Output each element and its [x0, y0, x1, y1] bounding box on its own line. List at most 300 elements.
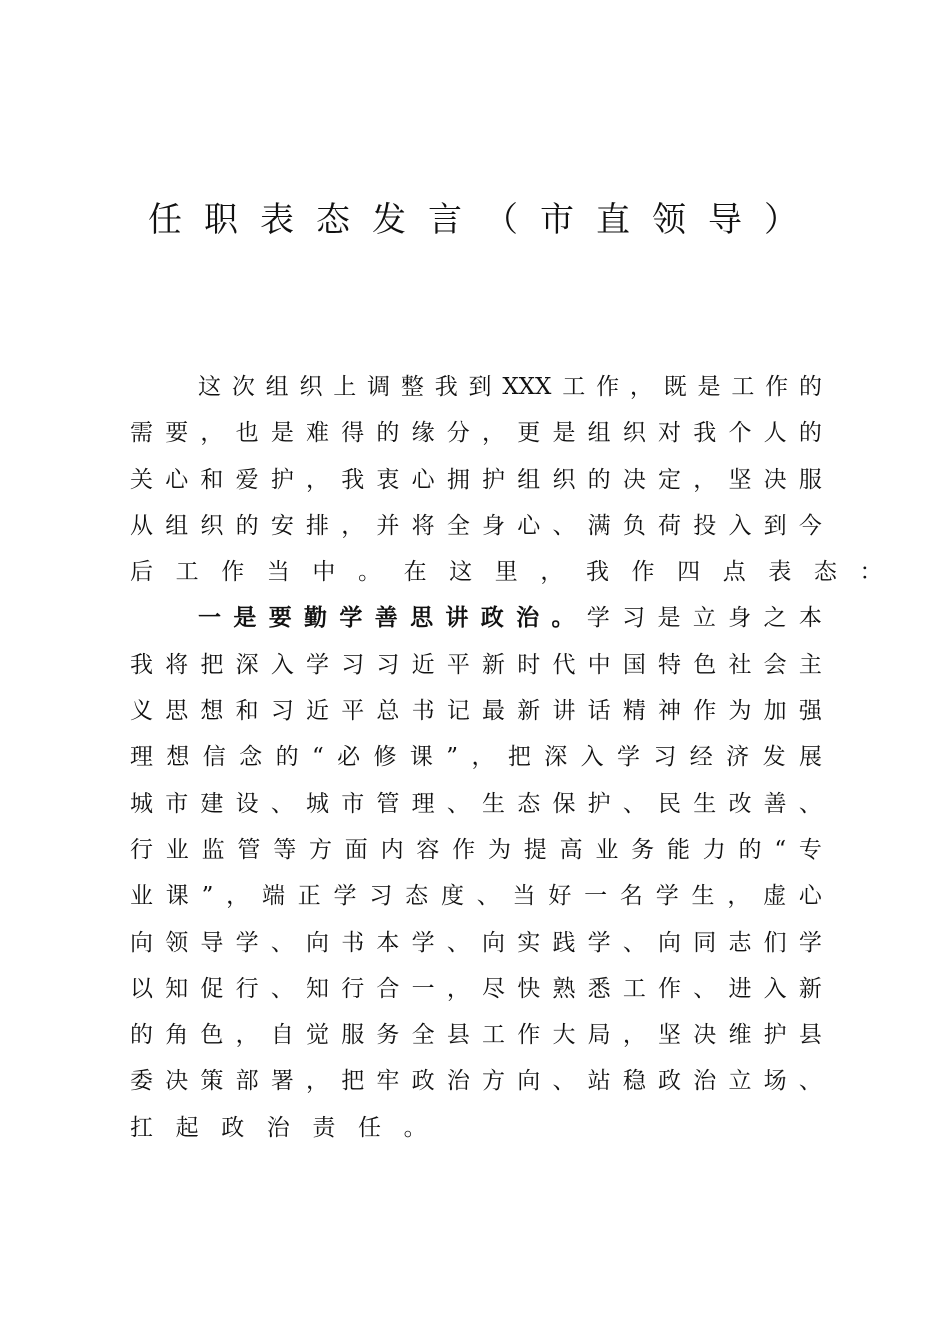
- text-glyph: 虚: [763, 883, 787, 910]
- text-glyph: 局: [587, 1022, 611, 1049]
- text-glyph: ，: [446, 975, 470, 1002]
- text-glyph: 护: [763, 1022, 787, 1049]
- text-glyph: 、: [798, 1068, 822, 1095]
- text-glyph: 济: [726, 744, 750, 771]
- text-glyph: 市: [341, 790, 365, 817]
- text-glyph: 将: [411, 512, 435, 539]
- text-glyph: 内: [380, 836, 404, 863]
- text-glyph: 管: [376, 790, 400, 817]
- text-glyph: 习: [622, 605, 646, 632]
- text-glyph: 立: [728, 1068, 752, 1095]
- text-glyph: 维: [728, 1022, 752, 1049]
- text-line: [130, 873, 822, 919]
- text-glyph: 织: [200, 512, 224, 539]
- text-glyph: 织: [552, 466, 576, 493]
- text-glyph: 身: [482, 512, 506, 539]
- text-glyph: 尽: [482, 975, 506, 1002]
- text-glyph: 能: [666, 836, 690, 863]
- bold-glyph: 要: [268, 605, 292, 632]
- text-glyph: 向: [517, 1068, 541, 1095]
- text-glyph: 从: [130, 512, 153, 539]
- text-line: [130, 827, 822, 873]
- text-glyph: 委: [130, 1068, 153, 1095]
- text-glyph: ，: [306, 1068, 330, 1095]
- text-glyph: 精: [622, 698, 646, 725]
- text-glyph: 、: [622, 929, 646, 956]
- text-glyph: 这: [198, 374, 221, 400]
- text-glyph: 荷: [658, 512, 682, 539]
- text-glyph: 熟: [552, 975, 576, 1002]
- text-glyph: ，: [226, 883, 250, 910]
- text-glyph: 决: [165, 1068, 189, 1095]
- bold-glyph: 善: [374, 605, 398, 632]
- text-glyph: 习: [369, 883, 393, 910]
- text-glyph: 社: [728, 651, 752, 678]
- text-line: [130, 364, 822, 410]
- text-glyph: 讲: [552, 698, 576, 725]
- text-line: [130, 595, 822, 641]
- text-glyph: 心: [411, 466, 435, 493]
- text-line: [130, 503, 822, 549]
- text-glyph: 本: [376, 929, 400, 956]
- text-glyph: 会: [763, 651, 787, 678]
- text-glyph: 城: [306, 790, 330, 817]
- text-glyph: 工: [562, 374, 586, 400]
- text-glyph: 的: [275, 744, 299, 771]
- text-glyph: 立: [692, 605, 716, 632]
- text-glyph: 作: [221, 559, 245, 586]
- text-line: [130, 688, 822, 734]
- text-glyph: 提: [523, 836, 547, 863]
- text-glyph: 服: [798, 466, 822, 493]
- text-glyph: 点: [722, 559, 746, 586]
- text-glyph: 后: [130, 559, 153, 586]
- text-glyph: 个: [728, 420, 752, 447]
- text-glyph: 入: [763, 975, 787, 1002]
- text-glyph: 们: [763, 929, 787, 956]
- text-glyph: 是: [697, 374, 721, 400]
- text-glyph: 坚: [728, 466, 752, 493]
- text-glyph: ，: [629, 374, 653, 400]
- text-glyph: 中: [587, 651, 611, 678]
- text-glyph: 度: [440, 883, 464, 910]
- text-glyph: 决: [622, 466, 646, 493]
- text-glyph: 满: [587, 512, 611, 539]
- text-glyph: 作: [693, 698, 717, 725]
- text-glyph: 进: [728, 975, 752, 1002]
- text-glyph: 作: [517, 1022, 541, 1049]
- text-glyph: 牢: [376, 1068, 400, 1095]
- text-glyph: 方: [482, 1068, 506, 1095]
- text-glyph: 城: [130, 790, 153, 817]
- text-glyph: 好: [548, 883, 572, 910]
- text-glyph: 生: [482, 790, 506, 817]
- text-glyph: 理: [411, 790, 435, 817]
- text-glyph: 悉: [587, 975, 611, 1002]
- text-glyph: 站: [587, 1068, 611, 1095]
- text-glyph: 等: [273, 836, 297, 863]
- text-glyph: 发: [762, 744, 786, 771]
- text-glyph: 高: [559, 836, 583, 863]
- text-glyph: 民: [658, 790, 682, 817]
- text-glyph: 理: [130, 744, 153, 771]
- text-glyph: 到: [763, 512, 787, 539]
- text-glyph: 最: [482, 698, 506, 725]
- text-glyph: 生: [691, 883, 715, 910]
- text-glyph: 本: [798, 605, 822, 632]
- text-glyph: 入: [580, 744, 604, 771]
- text-glyph: 强: [798, 698, 822, 725]
- text-glyph: 决: [693, 1022, 717, 1049]
- text-glyph: 和: [235, 698, 259, 725]
- text-glyph: 时: [517, 651, 541, 678]
- text-glyph: 经: [689, 744, 713, 771]
- text-glyph: 导: [200, 929, 224, 956]
- text-glyph: 身: [728, 605, 752, 632]
- text-glyph: 实: [517, 929, 541, 956]
- text-glyph: 深: [544, 744, 568, 771]
- document-body: [130, 364, 883, 1151]
- text-glyph: 力: [702, 836, 726, 863]
- text-glyph: 记: [446, 698, 470, 725]
- text-glyph: 并: [376, 512, 400, 539]
- text-glyph: 的: [738, 836, 762, 863]
- text-glyph: 我: [341, 466, 365, 493]
- text-glyph: 主: [798, 651, 822, 678]
- text-glyph: 。: [403, 1114, 427, 1141]
- text-glyph: 里: [494, 559, 518, 586]
- text-glyph: 也: [235, 420, 259, 447]
- text-glyph: 的: [235, 512, 259, 539]
- text-glyph: 到: [468, 374, 492, 400]
- text-glyph: ：: [859, 559, 883, 586]
- text-glyph: 行: [341, 975, 365, 1002]
- text-glyph: 近: [411, 651, 435, 678]
- text-glyph: 、: [476, 883, 500, 910]
- text-glyph: 觉: [306, 1022, 330, 1049]
- text-glyph: 署: [270, 1068, 294, 1095]
- text-glyph: 定: [658, 466, 682, 493]
- text-glyph: 需: [130, 420, 153, 447]
- text-glyph: 信: [202, 744, 226, 771]
- text-glyph: 任: [357, 1114, 381, 1141]
- text-glyph: 同: [693, 929, 717, 956]
- text-glyph: 行: [130, 836, 153, 863]
- text-glyph: 习: [270, 698, 294, 725]
- text-glyph: XXX: [502, 374, 552, 400]
- text-glyph: 深: [235, 651, 259, 678]
- text-glyph: 、: [798, 790, 822, 817]
- text-glyph: 心: [165, 466, 189, 493]
- text-glyph: ，: [471, 744, 495, 771]
- text-glyph: 部: [235, 1068, 259, 1095]
- text-glyph: 得: [341, 420, 365, 447]
- text-glyph: 对: [658, 420, 682, 447]
- text-glyph: 把: [507, 744, 531, 771]
- text-glyph: 县: [446, 1022, 470, 1049]
- text-glyph: 书: [341, 929, 365, 956]
- bold-glyph: 政: [480, 605, 504, 632]
- text-glyph: 护: [482, 466, 506, 493]
- bold-glyph: 学: [339, 605, 363, 632]
- text-glyph: 服: [341, 1022, 365, 1049]
- text-glyph: 治: [266, 1114, 290, 1141]
- text-glyph: 必: [337, 744, 361, 771]
- text-glyph: 要: [165, 420, 189, 447]
- text-glyph: ，: [727, 883, 751, 910]
- text-glyph: 中: [312, 559, 336, 586]
- text-glyph: 加: [763, 698, 787, 725]
- text-glyph: 善: [763, 790, 787, 817]
- text-glyph: ，: [235, 1022, 259, 1049]
- bold-glyph: 治: [516, 605, 540, 632]
- text-glyph: ，: [482, 420, 506, 447]
- text-glyph: 全: [446, 512, 470, 539]
- text-line: [130, 457, 822, 503]
- text-glyph: 、: [270, 790, 294, 817]
- text-glyph: “: [311, 744, 324, 771]
- text-glyph: 心: [798, 883, 822, 910]
- text-glyph: 的: [798, 420, 822, 447]
- text-glyph: 工: [175, 559, 199, 586]
- text-glyph: 既: [663, 374, 687, 400]
- text-glyph: 入: [728, 512, 752, 539]
- text-glyph: 念: [239, 744, 263, 771]
- text-glyph: 面: [344, 836, 368, 863]
- text-line: [130, 410, 822, 456]
- text-glyph: 义: [130, 698, 153, 725]
- text-glyph: 工: [482, 1022, 506, 1049]
- text-glyph: 大: [552, 1022, 576, 1049]
- text-line: [130, 1058, 822, 1104]
- text-glyph: 建: [200, 790, 224, 817]
- text-glyph: 知: [306, 975, 330, 1002]
- text-glyph: 学: [235, 929, 259, 956]
- text-glyph: 修: [373, 744, 397, 771]
- text-glyph: 平: [341, 698, 365, 725]
- text-glyph: 学: [586, 605, 610, 632]
- text-glyph: ，: [341, 512, 365, 539]
- text-glyph: 为: [487, 836, 511, 863]
- text-glyph: 组: [587, 420, 611, 447]
- text-glyph: 、: [270, 975, 294, 1002]
- text-glyph: ，: [306, 466, 330, 493]
- text-glyph: 正: [297, 883, 321, 910]
- text-glyph: 把: [200, 651, 224, 678]
- text-glyph: 次: [231, 374, 255, 400]
- text-glyph: 排: [306, 512, 330, 539]
- text-glyph: 扛: [130, 1114, 153, 1141]
- text-line: [130, 966, 822, 1012]
- text-glyph: 稳: [622, 1068, 646, 1095]
- text-glyph: 整: [400, 374, 424, 400]
- text-glyph: 生: [693, 790, 717, 817]
- text-glyph: 特: [658, 651, 682, 678]
- text-glyph: 。: [357, 559, 381, 586]
- text-glyph: 全: [411, 1022, 435, 1049]
- text-glyph: 上: [333, 374, 357, 400]
- text-glyph: 习: [653, 744, 677, 771]
- text-glyph: 是: [552, 420, 576, 447]
- text-glyph: 的: [376, 420, 400, 447]
- bold-glyph: 讲: [445, 605, 469, 632]
- text-glyph: 和: [200, 466, 224, 493]
- text-glyph: 投: [693, 512, 717, 539]
- text-glyph: 端: [261, 883, 285, 910]
- bold-glyph: 一: [198, 605, 221, 632]
- bold-glyph: 。: [551, 605, 575, 632]
- text-glyph: 保: [552, 790, 576, 817]
- text-glyph: 态: [813, 559, 837, 586]
- text-glyph: 快: [517, 975, 541, 1002]
- text-glyph: 市: [165, 790, 189, 817]
- text-glyph: “: [774, 836, 787, 863]
- text-glyph: 组: [517, 466, 541, 493]
- text-glyph: 向: [658, 929, 682, 956]
- text-glyph: 作: [765, 374, 789, 400]
- text-glyph: 新: [798, 975, 822, 1002]
- text-glyph: 工: [622, 975, 646, 1002]
- text-glyph: 政: [658, 1068, 682, 1095]
- text-glyph: ，: [540, 559, 564, 586]
- text-glyph: 促: [200, 975, 224, 1002]
- text-glyph: 设: [235, 790, 259, 817]
- text-glyph: 拥: [446, 466, 470, 493]
- text-glyph: 管: [237, 836, 261, 863]
- text-glyph: 在: [403, 559, 427, 586]
- text-glyph: 治: [693, 1068, 717, 1095]
- text-glyph: 起: [175, 1114, 199, 1141]
- text-glyph: 色: [200, 1022, 224, 1049]
- text-glyph: 方: [308, 836, 332, 863]
- text-glyph: 护: [270, 466, 294, 493]
- text-glyph: 一: [584, 883, 608, 910]
- text-glyph: 当: [512, 883, 536, 910]
- text-glyph: 、: [622, 790, 646, 817]
- text-glyph: 监: [201, 836, 225, 863]
- text-glyph: 作: [452, 836, 476, 863]
- text-glyph: 护: [587, 790, 611, 817]
- text-glyph: 容: [416, 836, 440, 863]
- text-glyph: 课: [409, 744, 433, 771]
- text-line: [130, 642, 822, 688]
- text-glyph: 践: [552, 929, 576, 956]
- text-glyph: 的: [798, 374, 822, 400]
- text-glyph: 态: [405, 883, 429, 910]
- text-glyph: 安: [270, 512, 294, 539]
- text-glyph: 专: [798, 836, 822, 863]
- text-glyph: 组: [265, 374, 289, 400]
- text-glyph: 学: [798, 929, 822, 956]
- text-glyph: 当: [266, 559, 290, 586]
- text-glyph: 课: [165, 883, 189, 910]
- text-glyph: 业: [595, 836, 619, 863]
- text-glyph: 想: [166, 744, 190, 771]
- text-glyph: 组: [165, 512, 189, 539]
- text-glyph: 国: [622, 651, 646, 678]
- text-glyph: 习: [341, 651, 365, 678]
- text-glyph: 总: [376, 698, 400, 725]
- text-glyph: 作: [596, 374, 620, 400]
- text-glyph: 的: [130, 1022, 153, 1049]
- text-glyph: 平: [446, 651, 470, 678]
- text-glyph: 以: [130, 975, 153, 1002]
- text-glyph: 业: [165, 836, 189, 863]
- text-glyph: 策: [200, 1068, 224, 1095]
- text-glyph: 一: [411, 975, 435, 1002]
- text-glyph: 想: [200, 698, 224, 725]
- text-glyph: 务: [631, 836, 655, 863]
- text-glyph: 知: [165, 975, 189, 1002]
- text-glyph: 织: [622, 420, 646, 447]
- text-glyph: 我: [693, 420, 717, 447]
- text-glyph: 人: [763, 420, 787, 447]
- text-glyph: ，: [200, 420, 224, 447]
- text-glyph: 我: [434, 374, 458, 400]
- text-glyph: 这: [449, 559, 473, 586]
- text-glyph: 我: [585, 559, 609, 586]
- text-glyph: 调: [367, 374, 391, 400]
- text-glyph: 书: [411, 698, 435, 725]
- text-glyph: 作: [658, 975, 682, 1002]
- text-glyph: 学: [333, 883, 357, 910]
- text-glyph: 近: [306, 698, 330, 725]
- text-line: [130, 734, 822, 780]
- text-glyph: 决: [763, 466, 787, 493]
- text-glyph: 更: [517, 420, 541, 447]
- text-glyph: 学: [306, 651, 330, 678]
- text-glyph: 、: [552, 512, 576, 539]
- text-glyph: 是: [270, 420, 294, 447]
- text-glyph: 责: [312, 1114, 336, 1141]
- text-glyph: 志: [728, 929, 752, 956]
- text-glyph: ”: [446, 744, 459, 771]
- text-glyph: 务: [376, 1022, 400, 1049]
- text-glyph: 思: [165, 698, 189, 725]
- text-glyph: 神: [658, 698, 682, 725]
- text-glyph: 习: [376, 651, 400, 678]
- text-glyph: 负: [622, 512, 646, 539]
- text-glyph: 代: [552, 651, 576, 678]
- text-glyph: 入: [270, 651, 294, 678]
- text-glyph: 学: [587, 929, 611, 956]
- text-glyph: 为: [728, 698, 752, 725]
- text-glyph: 场: [763, 1068, 787, 1095]
- text-glyph: 分: [446, 420, 470, 447]
- text-glyph: 行: [235, 975, 259, 1002]
- text-glyph: 心: [517, 512, 541, 539]
- text-glyph: 学: [411, 929, 435, 956]
- text-glyph: 、: [270, 929, 294, 956]
- text-line: [130, 1012, 822, 1058]
- text-glyph: 、: [552, 1068, 576, 1095]
- text-glyph: 向: [306, 929, 330, 956]
- text-glyph: 是: [657, 605, 681, 632]
- text-glyph: 向: [130, 929, 153, 956]
- text-glyph: 难: [306, 420, 330, 447]
- text-glyph: 爱: [235, 466, 259, 493]
- text-glyph: 名: [619, 883, 643, 910]
- text-glyph: 缘: [411, 420, 435, 447]
- text-glyph: 展: [798, 744, 822, 771]
- text-glyph: 合: [376, 975, 400, 1002]
- text-glyph: 态: [517, 790, 541, 817]
- bold-glyph: 思: [410, 605, 434, 632]
- text-glyph: 角: [165, 1022, 189, 1049]
- text-glyph: 的: [587, 466, 611, 493]
- text-glyph: ，: [693, 466, 717, 493]
- text-glyph: 衷: [376, 466, 400, 493]
